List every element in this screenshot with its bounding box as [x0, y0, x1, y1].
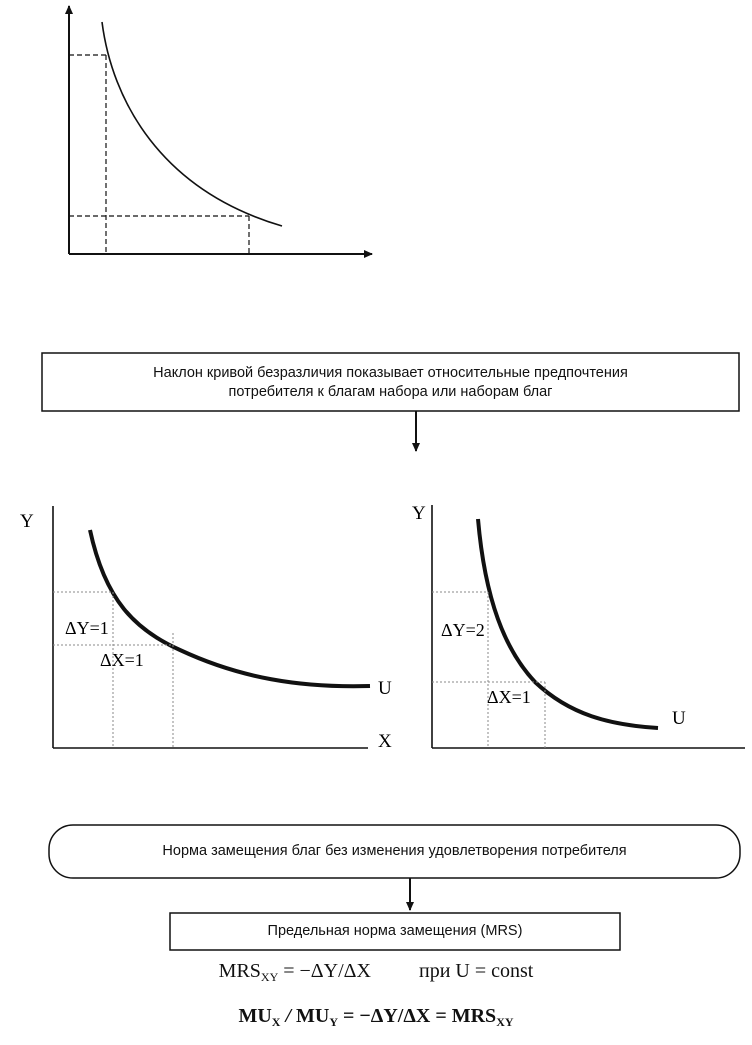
left-delta-x: ΔX=1 [100, 650, 144, 670]
formula1-cond: U = const [455, 960, 534, 982]
middle-box-text: Норма замещения благ без изменения удовлетворения потребителя [162, 843, 627, 859]
formula-mu [0, 1005, 752, 1030]
left-x-label: X [378, 731, 392, 752]
formula2-b: MU [296, 1005, 330, 1027]
right-delta-x: ΔX=1 [487, 687, 531, 707]
formula1-lhs: MRS [218, 960, 261, 982]
formula1-lhs-sub: XY [260, 970, 279, 984]
left-y-label: Y [20, 511, 34, 532]
formula1-rhs: = −ΔY/ΔX [283, 960, 371, 982]
formula-mrs [0, 960, 752, 985]
formula2-c-sub: XY [496, 1015, 514, 1029]
formula2-a: MU [238, 1005, 272, 1027]
formula2-sep: / [280, 1005, 297, 1027]
right-y-label: Y [412, 503, 426, 524]
formula2-c: MRS [451, 1005, 497, 1027]
top-box-line2: потребителя к благам набора или наборам благ [228, 384, 553, 400]
top-box-line1: Наклон кривой безразличия показывает относительные предпочтения [153, 365, 628, 381]
middle-box [52, 842, 737, 861]
left-curve-label: U [378, 678, 392, 699]
mrs-box [172, 922, 618, 941]
mrs-box-text: Предельная норма замещения (MRS) [267, 923, 523, 939]
right-delta-y: ΔY=2 [441, 620, 485, 640]
formula2-rhs: = −ΔY/ΔX = [338, 1005, 452, 1027]
formula2-b-sub: Y [329, 1015, 339, 1029]
right-curve-label: U [672, 708, 686, 729]
formula1-cond-word: при [418, 960, 451, 982]
left-delta-y: ΔY=1 [65, 618, 109, 638]
formula2-a-sub: X [271, 1015, 281, 1029]
